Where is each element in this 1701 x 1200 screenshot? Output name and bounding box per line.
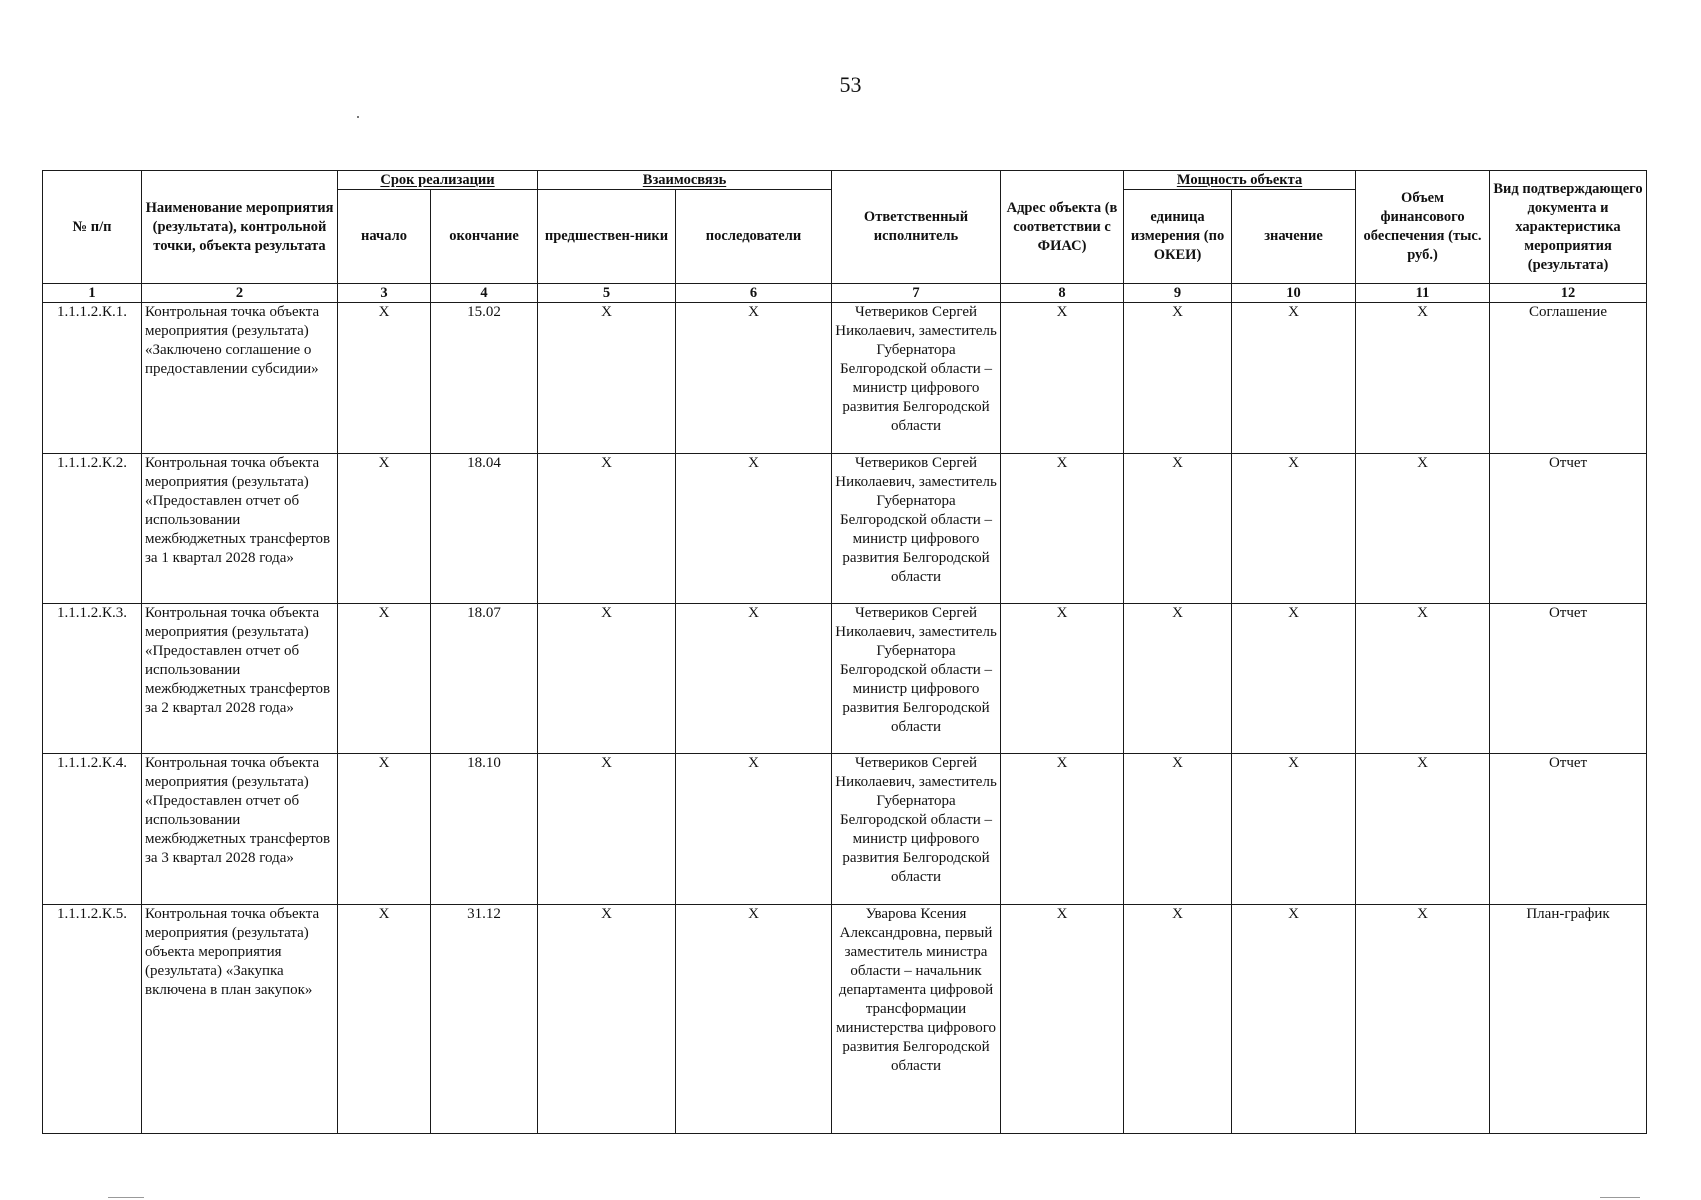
header-responsible: Ответственный исполнитель [832,171,1001,284]
scan-speck [357,116,359,118]
row-doc: План-график [1490,905,1647,1134]
column-number: 12 [1490,284,1647,303]
row-name: Контрольная точка объекта мероприятия (результата) объекта мероприятия (результата) «Закупка включена в план закупок» [142,905,338,1134]
row-responsible: Четвериков Сергей Николаевич, заместитель Губернатора Белгородской области – министр цифрового развития Белгородской области [832,604,1001,754]
column-number: 5 [538,284,676,303]
table-row [43,604,1647,754]
header-capacity: Мощность объекта [1124,171,1356,190]
header-period: Срок реализации [338,171,538,190]
schedule-table [42,170,1647,1134]
row-start: X [338,303,431,454]
row-responsible: Четвериков Сергей Николаевич, заместитель Губернатора Белгородской области – министр цифрового развития Белгородской области [832,754,1001,905]
row-unit: X [1124,754,1232,905]
header-doc-type: Вид подтверждающего документа и характеристика мероприятия (результата) [1490,171,1647,284]
row-name: Контрольная точка объекта мероприятия (результата) «Предоставлен отчет об использовании межбюджетных трансфертов за 1 квартал 2028 года» [142,454,338,604]
column-number: 8 [1001,284,1124,303]
row-address: X [1001,604,1124,754]
row-name: Контрольная точка объекта мероприятия (результата) «Заключено соглашение о предоставлении субсидии» [142,303,338,454]
row-name: Контрольная точка объекта мероприятия (результата) «Предоставлен отчет об использовании межбюджетных трансфертов за 3 квартал 2028 года» [142,754,338,905]
table-body [43,303,1647,1134]
row-value: X [1232,454,1356,604]
column-number: 9 [1124,284,1232,303]
page-number: 53 [839,72,862,97]
header-num: № п/п [43,171,142,284]
row-predecessors: X [538,905,676,1134]
scan-mark-right [1600,1197,1640,1198]
table-row [43,754,1647,905]
header-start: начало [338,190,431,284]
row-successors: X [676,303,832,454]
row-id: 1.1.1.2.К.3. [43,604,142,754]
column-number: 2 [142,284,338,303]
row-responsible: Уварова Ксения Александровна, первый заместитель министра области – начальник департамента цифровой трансформации министерства цифрового развития Белгородской области [832,905,1001,1134]
header-address: Адрес объекта (в соответствии с ФИАС) [1001,171,1124,284]
table-row [43,303,1647,454]
table-row [43,905,1647,1134]
row-address: X [1001,303,1124,454]
header-relation: Взаимосвязь [538,171,832,190]
row-start: X [338,604,431,754]
row-value: X [1232,905,1356,1134]
column-number: 3 [338,284,431,303]
row-predecessors: X [538,454,676,604]
row-predecessors: X [538,754,676,905]
row-end: 31.12 [431,905,538,1134]
row-finance: X [1356,604,1490,754]
row-successors: X [676,454,832,604]
row-predecessors: X [538,303,676,454]
row-responsible: Четвериков Сергей Николаевич, заместитель Губернатора Белгородской области – министр цифрового развития Белгородской области [832,303,1001,454]
row-finance: X [1356,303,1490,454]
header-finance: Объем финансового обеспечения (тыс. руб.) [1356,171,1490,284]
row-predecessors: X [538,604,676,754]
header-unit: единица измерения (по ОКЕИ) [1124,190,1232,284]
row-value: X [1232,604,1356,754]
row-doc: Отчет [1490,754,1647,905]
row-finance: X [1356,754,1490,905]
table-header [43,171,1647,303]
row-successors: X [676,905,832,1134]
column-number: 1 [43,284,142,303]
row-id: 1.1.1.2.К.5. [43,905,142,1134]
header-name: Наименование мероприятия (результата), контрольной точки, объекта результата [142,171,338,284]
column-number: 4 [431,284,538,303]
row-doc: Отчет [1490,604,1647,754]
table-row [43,454,1647,604]
row-value: X [1232,754,1356,905]
row-id: 1.1.1.2.К.4. [43,754,142,905]
row-responsible: Четвериков Сергей Николаевич, заместитель Губернатора Белгородской области – министр цифрового развития Белгородской области [832,454,1001,604]
row-end: 15.02 [431,303,538,454]
scan-mark-left [108,1197,144,1198]
row-value: X [1232,303,1356,454]
header-predecessors: предшествен-ники [538,190,676,284]
row-finance: X [1356,454,1490,604]
row-successors: X [676,604,832,754]
row-end: 18.04 [431,454,538,604]
column-number: 6 [676,284,832,303]
row-name: Контрольная точка объекта мероприятия (результата) «Предоставлен отчет об использовании межбюджетных трансфертов за 2 квартал 2028 года» [142,604,338,754]
row-start: X [338,754,431,905]
row-id: 1.1.1.2.К.2. [43,454,142,604]
header-value: значение [1232,190,1356,284]
row-unit: X [1124,905,1232,1134]
column-number: 11 [1356,284,1490,303]
column-number: 7 [832,284,1001,303]
row-finance: X [1356,905,1490,1134]
row-address: X [1001,905,1124,1134]
row-address: X [1001,454,1124,604]
row-end: 18.07 [431,604,538,754]
row-successors: X [676,754,832,905]
row-id: 1.1.1.2.К.1. [43,303,142,454]
row-unit: X [1124,303,1232,454]
row-start: X [338,454,431,604]
row-doc: Соглашение [1490,303,1647,454]
row-unit: X [1124,454,1232,604]
row-unit: X [1124,604,1232,754]
header-end: окончание [431,190,538,284]
row-start: X [338,905,431,1134]
row-address: X [1001,754,1124,905]
column-number: 10 [1232,284,1356,303]
row-doc: Отчет [1490,454,1647,604]
row-end: 18.10 [431,754,538,905]
header-successors: последователи [676,190,832,284]
column-number-row [43,284,1647,303]
